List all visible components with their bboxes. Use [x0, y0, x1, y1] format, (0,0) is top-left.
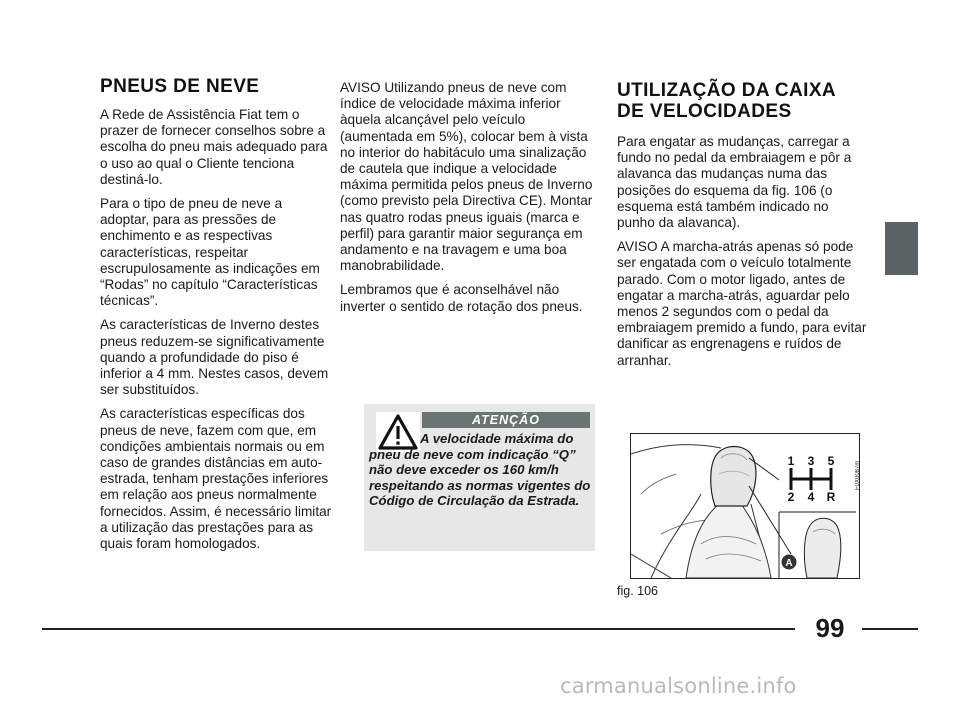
column-gearbox	[617, 80, 867, 377]
paragraph: A Rede de Assistência Fiat tem o prazer de fornecer conselhos sobre a escolha do pneu mais adequado para o uso ao qual o Cliente tenciona destiná-lo.	[100, 107, 328, 187]
footer-rule-right	[862, 628, 918, 630]
column-notice	[340, 80, 598, 323]
figure-marker-a: A	[785, 558, 793, 569]
watermark: carmanualsonline.info	[560, 674, 797, 698]
section-heading-snow-tyres: PNEUS DE NEVE	[100, 76, 260, 97]
figure-caption: fig. 106	[617, 584, 659, 598]
section-heading-gearbox: UTILIZAÇÃO DA CAIXA DE VELOCIDADES	[617, 80, 837, 122]
paragraph: As características específicas dos pneus de neve, fazem com que, em condições ambientais normais ou em caso de grandes distâncias em auto-estrada, tenham prestações inferiores em relação aos pneus normalmente fornecidos. Assim, é necessário limitar a utilização das prestações para as quais foram homologados.	[100, 406, 332, 552]
gear-lever-figure	[630, 433, 860, 579]
gear-label: 3	[807, 454, 815, 468]
gear-label: 1	[787, 454, 795, 468]
paragraph: Para engatar as mudanças, carregar a fundo no pedal da embraiagem e pôr a alavanca das mudanças numa das posições do esquema da fig. 106 (o esquema está também indicado no punho da alavanca).	[617, 134, 852, 231]
page-number: 99	[815, 613, 845, 643]
gear-label: R	[826, 490, 836, 504]
warning-title: ATENÇÃO	[422, 412, 590, 428]
paragraph: As características de Inverno destes pneus reduzem-se significativamente quando a profundidade do piso é inferior a 4 mm. Nestes casos, devem ser substituídos.	[100, 317, 329, 398]
gear-label: 4	[807, 490, 815, 504]
warning-text: A velocidade máxima do pneu de neve com indicação “Q” não deve exceder os 160 km/h respeitando as normas vigentes do Código de Circulação da Estrada.	[369, 431, 591, 509]
figure-code: F0X0087m	[855, 460, 861, 490]
paragraph: AVISO Utilizando pneus de neve com índice de velocidade máxima inferior àquela alcançável pelo veículo (aumentada em 5%), colocar bem à vista no interior do habitáculo uma sinalização de cautela que indique a velocidade máxima permitida pelos pneus de Inverno (como previsto pela Directiva CE). Montar nas quatro rodas pneus iguais (marca e perfil) para garantir maior segurança em andamento e na travagem e uma boa manobrabilidade.	[340, 80, 593, 274]
paragraph: Lembramos que é aconselhável não inverter o sentido de rotação dos pneus.	[340, 282, 583, 314]
gear-label: 2	[787, 490, 795, 504]
paragraph: Para o tipo de pneu de neve a adoptar, para as pressões de enchimento e as respectivas características, respeitar escrupulosamente as indicações em “Rodas” no capítulo “Características técnicas”.	[100, 196, 320, 309]
column-snow-tyres	[100, 76, 335, 560]
warning-box	[364, 404, 595, 551]
chapter-tab	[885, 222, 918, 275]
footer-rule-left	[42, 628, 795, 630]
gear-lever-illustration	[631, 434, 859, 578]
gear-label: 5	[827, 454, 835, 468]
paragraph: AVISO A marcha-atrás apenas só pode ser engatada com o veículo totalmente parado. Com o motor ligado, antes de engatar a marcha-atrás, aguardar pelo menos 2 segundos com o pedal da embraiagem premido a fundo, para evitar danificar as engrenagens e ruídos de arranhar.	[617, 239, 867, 368]
